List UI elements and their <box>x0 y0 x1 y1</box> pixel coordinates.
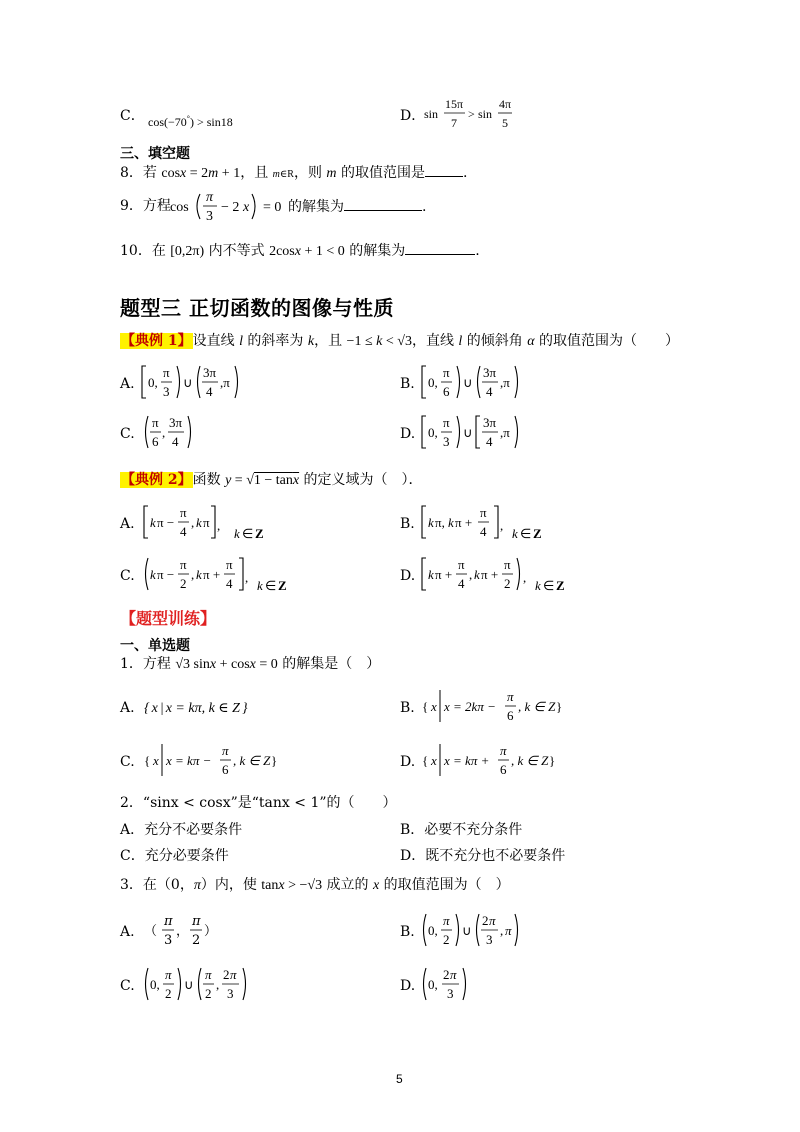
svg-text:∪: ∪ <box>463 375 473 390</box>
svg-text:3π: 3π <box>483 415 497 430</box>
q1-option-c-label: C. <box>120 754 135 770</box>
svg-text:0,: 0, <box>150 977 160 992</box>
svg-text:∈: ∈ <box>520 526 532 541</box>
svg-text:0,: 0, <box>148 375 158 390</box>
section-heading-single-choice: 一、单选题 <box>120 638 190 654</box>
svg-text:（: （ <box>144 924 158 939</box>
q3-option-a-math <box>144 908 224 956</box>
q2-option-c: C．充分必要条件 <box>120 848 229 864</box>
svg-text:,π: ,π <box>500 425 510 440</box>
svg-text:3: 3 <box>227 986 234 1001</box>
question-2: 2．“sinx < cosx”是“tanx < 1”的（ ） <box>120 795 397 811</box>
q1-option-a-label: A. <box>120 700 135 716</box>
q3-option-b-math <box>420 908 540 956</box>
svg-text:k: k <box>150 515 156 530</box>
svg-text:5: 5 <box>502 116 508 130</box>
svg-text:2: 2 <box>482 913 489 928</box>
svg-text:3π: 3π <box>203 365 217 380</box>
svg-text:3: 3 <box>443 434 450 449</box>
svg-text:π: π <box>180 557 187 572</box>
svg-text:}: } <box>271 753 278 768</box>
question-3: 3．在（0，π）内，使 tanx > −√3 成立的 x 的取值范围为（ ） <box>120 877 510 893</box>
ex2-option-d-label: D. <box>400 568 416 584</box>
svg-text:π: π <box>450 967 457 982</box>
q2-option-d: D．既不充分也不必要条件 <box>400 848 566 864</box>
svg-text:π +: π + <box>435 567 453 582</box>
svg-text:7: 7 <box>451 116 457 130</box>
svg-text:）: ） <box>204 924 218 939</box>
svg-text:x: x <box>243 200 250 215</box>
svg-text:− 2: − 2 <box>221 200 240 215</box>
q1-option-d-label: D. <box>400 754 416 770</box>
svg-text:{: { <box>422 699 429 714</box>
svg-text:,: , <box>162 425 166 440</box>
ex1-option-a-math <box>140 360 250 408</box>
svg-text:π −: π − <box>157 515 175 530</box>
svg-text:,π: ,π <box>500 375 510 390</box>
q3-option-c-label: C. <box>120 978 135 994</box>
svg-text:2: 2 <box>180 576 187 591</box>
svg-text:k: k <box>196 567 202 582</box>
svg-text:2: 2 <box>165 986 172 1001</box>
svg-text:∪: ∪ <box>462 923 472 938</box>
svg-text:= 0: = 0 <box>263 200 282 215</box>
svg-text:Z: Z <box>556 578 565 593</box>
svg-text:∪: ∪ <box>184 977 194 992</box>
svg-text:4: 4 <box>172 434 179 449</box>
ex1-option-d-label: D. <box>400 426 416 442</box>
svg-text:0,: 0, <box>428 425 438 440</box>
svg-text:π: π <box>480 505 487 520</box>
svg-text:π: π <box>206 190 214 205</box>
svg-text:∈: ∈ <box>242 526 254 541</box>
svg-text:Z: Z <box>255 526 264 541</box>
svg-text:3: 3 <box>206 209 213 224</box>
svg-text:, k ∈ Z: , k ∈ Z <box>511 753 549 768</box>
svg-text:π: π <box>489 913 496 928</box>
svg-text:k: k <box>257 578 263 593</box>
ex2-option-d-math <box>420 552 580 600</box>
svg-text:4: 4 <box>486 384 493 399</box>
ex2-option-b-label: B. <box>400 516 415 532</box>
q1-option-a-math: { x | x = kπ, k ∈ Z } <box>144 701 248 716</box>
svg-text:k: k <box>448 515 454 530</box>
svg-text:,: , <box>469 567 473 582</box>
svg-text:}: } <box>556 699 563 714</box>
svg-text:,: , <box>191 515 195 530</box>
svg-text:2: 2 <box>504 576 511 591</box>
svg-text:π: π <box>500 743 507 758</box>
svg-text:2: 2 <box>443 967 450 982</box>
question-1: 1．方程 √3 sinx + cosx = 0 的解集是（ ） <box>120 656 381 672</box>
svg-text:π: π <box>443 365 450 380</box>
svg-text:, k ∈ Z: , k ∈ Z <box>518 699 556 714</box>
svg-text:,: , <box>217 518 221 533</box>
q1-option-d-math <box>420 738 570 786</box>
svg-text:6: 6 <box>507 708 514 723</box>
svg-text:2: 2 <box>223 967 230 982</box>
ex1-option-b-label: B. <box>400 376 415 392</box>
svg-text:π: π <box>222 743 229 758</box>
page-number: 5 <box>396 1072 403 1086</box>
svg-text:x = kπ −: x = kπ − <box>166 753 212 768</box>
training-title: 【题型训练】 <box>120 609 217 628</box>
question-9: 9．方程 <box>120 198 171 214</box>
svg-text:π: π <box>165 967 172 982</box>
svg-text:4: 4 <box>458 576 465 591</box>
svg-text:π: π <box>205 967 212 982</box>
ex1-option-c-math <box>142 410 202 458</box>
svg-text:, k ∈ Z: , k ∈ Z <box>233 753 271 768</box>
q3-option-d-math <box>420 962 480 1010</box>
svg-text:π: π <box>443 415 450 430</box>
svg-text:∪: ∪ <box>463 425 473 440</box>
svg-text:Z: Z <box>278 578 287 593</box>
example2: 【典例 2】函数 y = √1 − tanx 的定义域为（ ）． <box>121 472 423 488</box>
svg-text:k: k <box>196 515 202 530</box>
svg-text:π: π <box>180 505 187 520</box>
svg-text:4: 4 <box>180 524 187 539</box>
svg-text:∪: ∪ <box>183 375 193 390</box>
example2-tag: 【典例 2】 <box>121 472 192 488</box>
svg-text:x: x <box>431 699 437 714</box>
svg-text:π: π <box>203 515 210 530</box>
svg-text:3π: 3π <box>483 365 497 380</box>
svg-text:π: π <box>164 914 173 929</box>
ex2-option-a-label: A. <box>120 516 135 532</box>
svg-text:π: π <box>163 365 170 380</box>
svg-text:6: 6 <box>500 762 507 777</box>
section-heading-fill: 三、填空题 <box>120 146 190 162</box>
svg-text:6: 6 <box>222 762 229 777</box>
svg-text:∈: ∈ <box>265 578 277 593</box>
ex2-option-c-label: C. <box>120 568 135 584</box>
svg-text:π: π <box>504 557 511 572</box>
svg-text:x = 2kπ −: x = 2kπ − <box>444 699 496 714</box>
q1-option-b-math <box>420 684 570 732</box>
svg-text:k: k <box>150 567 156 582</box>
svg-text:4: 4 <box>486 434 493 449</box>
svg-text:π +: π + <box>481 567 499 582</box>
q2-option-b: B．必要不充分条件 <box>400 822 523 838</box>
option-c-label: C． <box>120 108 145 124</box>
svg-text:k: k <box>474 567 480 582</box>
svg-text:k: k <box>512 526 518 541</box>
type3-title: 题型三 正切函数的图像与性质 <box>120 296 394 320</box>
svg-text:π: π <box>507 689 514 704</box>
svg-text:k: k <box>234 526 240 541</box>
svg-text:,π: ,π <box>220 375 230 390</box>
svg-text:π: π <box>505 923 512 938</box>
svg-text:sin: sin <box>478 107 493 121</box>
svg-text:π +: π + <box>203 567 221 582</box>
ex1-option-c-label: C. <box>120 426 135 442</box>
svg-text:{: { <box>144 753 151 768</box>
svg-text:2: 2 <box>443 932 450 947</box>
svg-text:,: , <box>245 570 249 585</box>
svg-text:π: π <box>230 967 237 982</box>
svg-text:0,: 0, <box>428 375 438 390</box>
svg-text:>: > <box>468 107 475 121</box>
q2-option-a: A．充分不必要条件 <box>120 822 243 838</box>
svg-text:6: 6 <box>443 384 450 399</box>
q9-tail: 的解集为 . <box>288 196 426 217</box>
svg-text:4: 4 <box>226 576 233 591</box>
svg-text:,: , <box>191 567 195 582</box>
svg-text:2: 2 <box>192 933 201 948</box>
svg-text:k: k <box>428 515 434 530</box>
svg-text:0,: 0, <box>428 977 438 992</box>
question-8: 8．若 cosx = 2m + 1，且 m∈R，则 m 的取值范围是 . <box>120 162 467 185</box>
q1-option-b-label: B. <box>400 700 415 716</box>
svg-text:3π: 3π <box>169 415 183 430</box>
svg-text:π: π <box>443 913 450 928</box>
question-10: 10．在 [0,2π) 内不等式 2cosx + 1 < 0 的解集为 . <box>120 240 480 262</box>
svg-text:4: 4 <box>480 524 487 539</box>
ex1-option-a-label: A. <box>120 376 135 392</box>
svg-text:Z: Z <box>533 526 542 541</box>
svg-text:15π: 15π <box>445 97 464 111</box>
ex2-option-a-math <box>142 500 292 548</box>
svg-text:,: , <box>500 923 504 938</box>
svg-text:2: 2 <box>205 986 212 1001</box>
svg-text:π,: π, <box>435 515 445 530</box>
q3-option-c-math <box>142 962 262 1010</box>
svg-text:}: } <box>549 753 556 768</box>
svg-text:,: , <box>500 518 504 533</box>
example1-tag: 【典例 1】 <box>121 333 192 349</box>
ex2-option-b-math <box>420 500 580 548</box>
q1-option-c-math <box>142 738 292 786</box>
svg-text:∈: ∈ <box>543 578 555 593</box>
q3-option-d-label: D. <box>400 978 416 994</box>
q3-option-b-label: B. <box>400 924 415 940</box>
svg-text:cos: cos <box>170 200 189 215</box>
svg-text:π +: π + <box>455 515 473 530</box>
svg-text:，: ， <box>176 924 190 939</box>
svg-text:4: 4 <box>206 384 213 399</box>
svg-text:π: π <box>458 557 465 572</box>
svg-text:π −: π − <box>157 567 175 582</box>
svg-text:x: x <box>431 753 437 768</box>
svg-text:sin: sin <box>424 107 439 121</box>
svg-text:0,: 0, <box>428 923 438 938</box>
svg-text:k: k <box>428 567 434 582</box>
svg-text:{: { <box>422 753 429 768</box>
svg-text:3: 3 <box>163 384 170 399</box>
ex1-option-d-math <box>420 410 530 458</box>
ex2-option-c-math <box>142 552 302 600</box>
svg-text:3: 3 <box>164 933 173 948</box>
q8-number: 8． <box>120 165 143 181</box>
option-d-math <box>424 96 514 136</box>
option-c-math: cos(−70°) > sin18 <box>148 114 233 129</box>
svg-text:,: , <box>216 977 220 992</box>
svg-text:3: 3 <box>486 932 493 947</box>
svg-text:3: 3 <box>447 986 454 1001</box>
option-d-label: D． <box>400 108 426 124</box>
svg-text:4π: 4π <box>499 97 512 111</box>
svg-text:π: π <box>152 415 159 430</box>
q3-option-a-label: A. <box>120 924 135 940</box>
svg-text:π: π <box>226 557 233 572</box>
ex1-option-b-math <box>420 360 530 408</box>
svg-text:6: 6 <box>152 434 159 449</box>
svg-text:π: π <box>192 914 201 929</box>
example1: 【典例 1】设直线 l 的斜率为 k，且 −1 ≤ k < √3，直线 l 的倾斜角 α 的取值范围为（ ） <box>121 333 680 349</box>
svg-text:x = kπ +: x = kπ + <box>444 753 490 768</box>
svg-text:,: , <box>523 570 527 585</box>
svg-text:k: k <box>535 578 541 593</box>
svg-text:x: x <box>153 753 159 768</box>
